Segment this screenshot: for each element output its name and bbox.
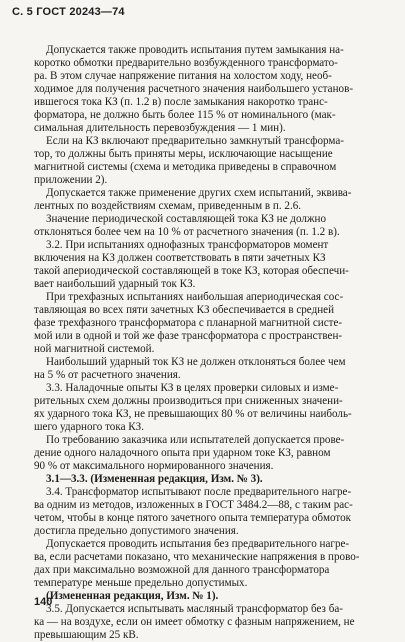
text-line: тавляющая во всех пяти зачетных КЗ обеспечивается в средней [34, 304, 335, 316]
text-line: 3.4. Трансформатор испытывают после предварительного нагре- [46, 486, 352, 498]
text-line: температуре меньше предельно допустимых. [34, 577, 248, 589]
page-header: С. 5 ГОСТ 20243—74 [12, 6, 125, 18]
text-line: магнитной системы (схема и методика приведены в справочном [34, 161, 337, 173]
text-line: Наибольший ударный ток КЗ не должен отклоняться более чем [46, 356, 346, 368]
text-line: ва одним из методов, изложенных в ГОСТ 3484.2—88, с таким рас- [34, 499, 353, 511]
text-line: включения на КЗ должен соответствовать в пяти зачетных КЗ [34, 252, 326, 264]
text-line: мой или в одной и той же фазе трансформатора с пространствен- [34, 330, 343, 342]
text-line: дение одного наладочного опыта при ударном токе КЗ, равном [34, 447, 331, 459]
document-body [0, 44, 405, 642]
text-line: Допускается проводить испытания без предварительного нагре- [46, 538, 350, 550]
text-line: Значение периодической составляющей тока КЗ не должно [46, 213, 327, 225]
text-line: приложении 2). [34, 174, 108, 186]
text-line: ка — на воздухе, если он имеет обмотку с фазным напряжением, не [34, 616, 355, 628]
text-line: ившегося тока КЗ (п. 1.2 в) после замыкания накоротко транс- [34, 96, 328, 108]
text-line: ходимое для получения расчетного значения наибольшего установ- [34, 83, 354, 95]
text-line: (Измененная редакция, Изм. № 1). [46, 590, 219, 602]
text-line: ра. В этом случае напряжение питания на холостом ходу, необ- [34, 70, 332, 82]
text-line: 3.1—3.3. (Измененная редакция, Изм. № 3). [46, 473, 263, 485]
text-line: 3.5. Допускается испытывать масляный трансформатор без ба- [46, 603, 343, 615]
text-line: ной магнитной системой. [34, 343, 155, 355]
text-line: лентных по воздействиям схемам, приведенным в п. 2.6. [34, 200, 302, 212]
text-line: отклоняться более чем на 10 % от расчетного значения (п. 1.2 в). [34, 226, 340, 238]
text-line: По требованию заказчика или испытателей допускается прове- [46, 434, 345, 446]
text-line: При трехфазных испытаниях наибольшая апериодическая сос- [46, 291, 344, 303]
text-line: форматора, не должно быть более 115 % от номинального (мак- [34, 109, 336, 121]
text-line: Если на КЗ включают предварительно замкнутый трансформа- [46, 135, 344, 147]
text-line: фазе трехфазного трансформатора с планарной магнитной систе- [34, 317, 343, 329]
text-line: Допускается также применение других схем испытаний, эквива- [46, 187, 352, 199]
text-line: тор, то должны быть приняты меры, исключающие насыщение [34, 148, 333, 160]
text-line: Допускается также проводить испытания путем замыкания на- [46, 44, 344, 56]
text-line: ва, если расчетами показано, что механические напряжения в прово- [34, 551, 360, 563]
page-number: 140 [34, 596, 53, 608]
text-line: шего ударного тока КЗ. [34, 421, 144, 433]
text-line: коротко обмотки предварительно возбужденного трансформато- [34, 57, 338, 69]
text-line: превышающим 25 кВ. [34, 629, 139, 641]
text-line: на 5 % от расчетного значения. [34, 369, 181, 381]
text-line: 3.3. Наладочные опыты КЗ в целях проверки силовых и изме- [46, 382, 339, 394]
text-line: четом, чтобы в конце пятого зачетного опыта температура обмоток [34, 512, 352, 524]
text-line: такой апериодической составляющей в токе КЗ, которая обеспечи- [34, 265, 349, 277]
text-line: вает наибольший ударный ток КЗ. [34, 278, 196, 290]
text-line: дах при максимально возможной для данного трансформатора [34, 564, 330, 576]
text-line: достигла предельно допустимого значения. [34, 525, 239, 537]
text-line: ях ударного тока КЗ, не превышающих 80 % от величины наиболь- [34, 408, 352, 420]
text-line: 3.2. При испытаниях однофазных трансформаторов момент [46, 239, 329, 251]
text-line: рительных схем должны производиться при сниженных значени- [34, 395, 343, 407]
text-line: 90 % от максимального нормированного значения. [34, 460, 274, 472]
text-line: симальная длительность перевозбуждения — 1 мин). [34, 122, 286, 134]
